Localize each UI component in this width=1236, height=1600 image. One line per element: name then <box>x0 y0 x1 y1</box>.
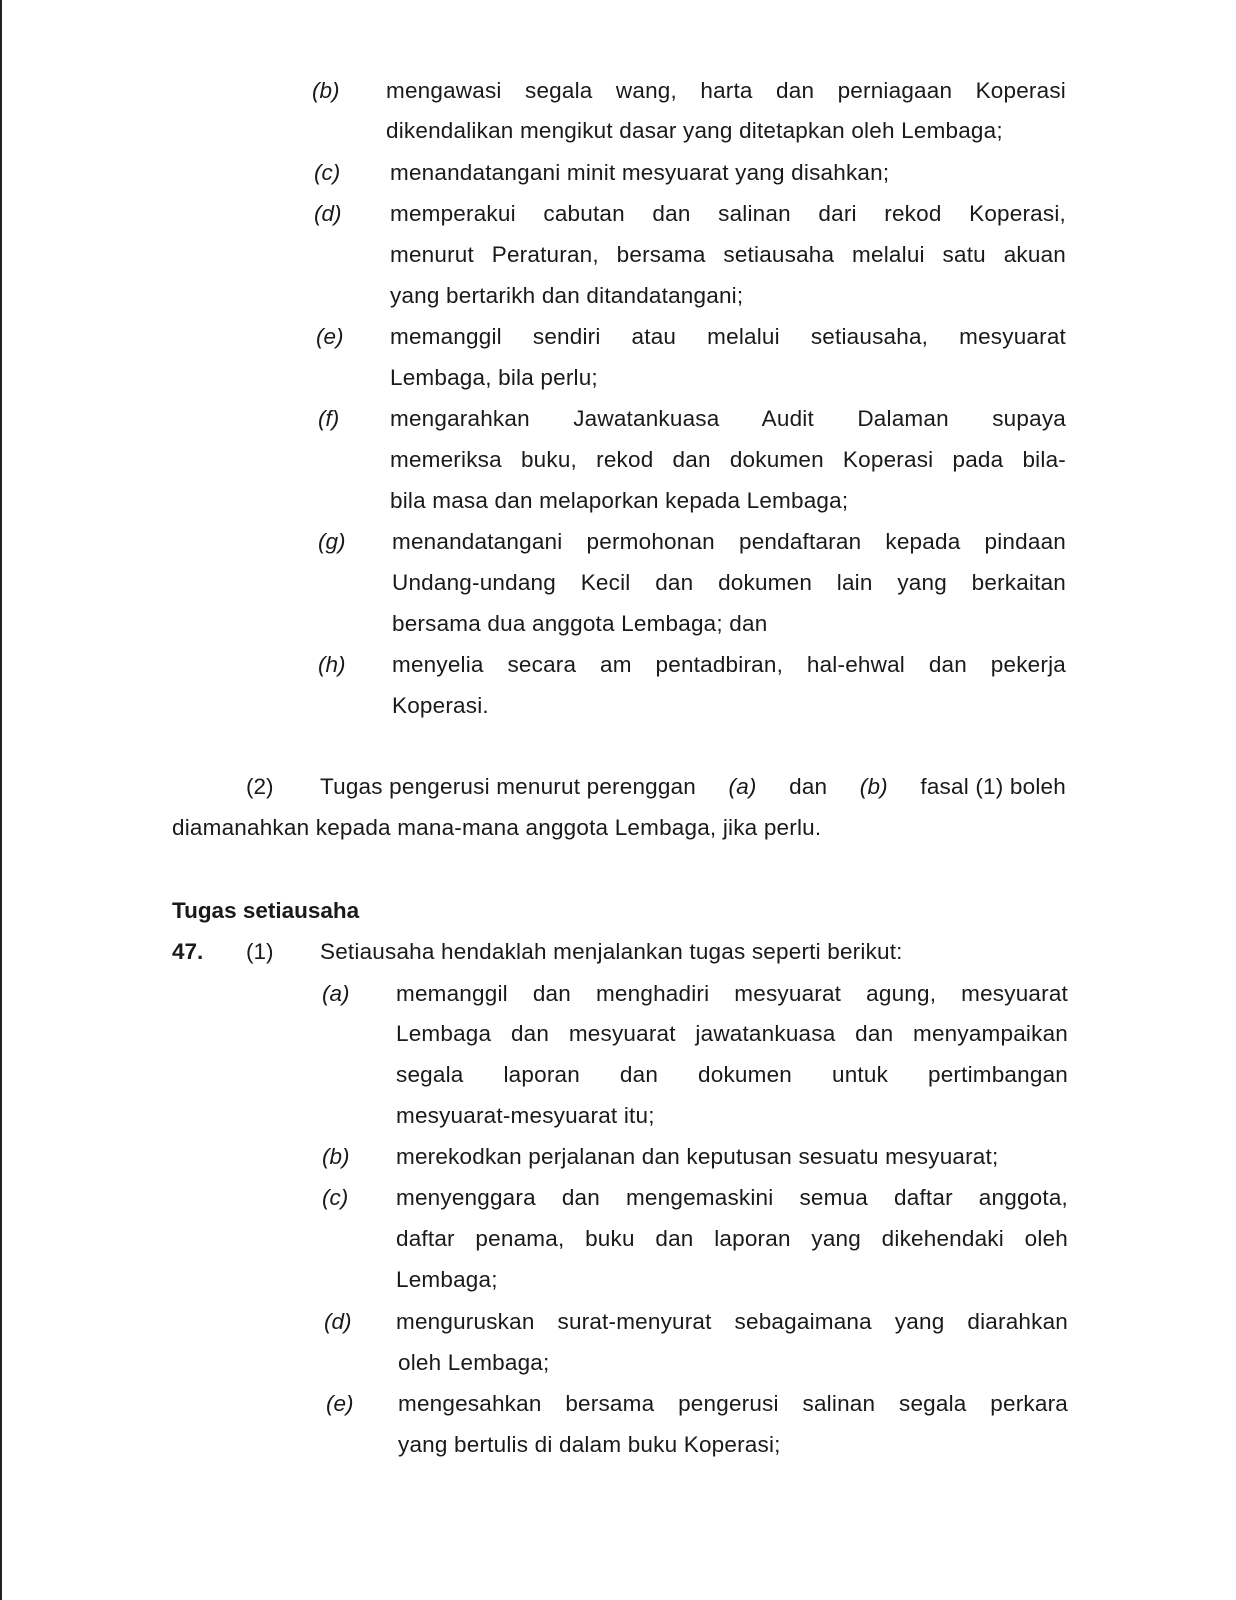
item-text-line: merekodkan perjalanan dan keputusan sesuatu mesyuarat; <box>396 1144 999 1169</box>
clause-text: fasal (1) boleh <box>920 774 1066 799</box>
item-label: (b) <box>322 1144 350 1169</box>
item-text-line: yang bertarikh dan ditandatangani; <box>390 283 744 308</box>
item-label: (c) <box>322 1185 349 1210</box>
item-text-line: menandatangani minit mesyuarat yang disahkan; <box>390 160 890 185</box>
clause-ref: (a) <box>728 774 757 799</box>
section-heading: Tugas setiausaha <box>172 898 360 923</box>
item-text-line: mengarahkan Jawatankuasa Audit Dalaman supaya <box>390 406 1066 431</box>
item-text-line: memanggil dan menghadiri mesyuarat agung, mesyuarat <box>396 981 1068 1006</box>
item-text-line: segala laporan dan dokumen untuk pertimbangan <box>396 1062 1068 1087</box>
item-text-line: menyelia secara am pentadbiran, hal-ehwal dan pekerja <box>392 652 1066 677</box>
item-text-line: Undang-undang Kecil dan dokumen lain yang berkaitan <box>392 570 1066 595</box>
item-text-line: mesyuarat-mesyuarat itu; <box>396 1103 655 1128</box>
item-text-line: memanggil sendiri atau melalui setiausaha, mesyuarat <box>390 324 1066 349</box>
item-text-line: menandatangani permohonan pendaftaran kepada pindaan <box>392 529 1066 554</box>
item-text-line: Koperasi. <box>392 693 489 718</box>
item-text-line: memeriksa buku, rekod dan dokumen Koperasi pada bila- <box>390 447 1066 472</box>
item-label: (a) <box>322 981 350 1006</box>
item-text-line: menyenggara dan mengemaskini semua daftar anggota, <box>396 1185 1068 1210</box>
item-text-line: Lembaga; <box>396 1267 498 1292</box>
item-text-line: dikendalikan mengikut dasar yang ditetapkan oleh Lembaga; <box>386 118 1003 143</box>
item-label: (f) <box>318 406 340 431</box>
item-text-line: bila masa dan melaporkan kepada Lembaga; <box>390 488 849 513</box>
clause-number: (2) <box>246 774 274 799</box>
clause-text: Tugas pengerusi menurut perenggan <box>320 774 697 799</box>
item-label: (h) <box>318 652 346 677</box>
item-text-line: mengesahkan bersama pengerusi salinan segala perkara <box>398 1391 1068 1416</box>
clause-text-line <box>320 773 1066 801</box>
item-text-line: mengawasi segala wang, harta dan perniagaan Koperasi <box>386 78 1066 103</box>
item-label: (e) <box>316 324 344 349</box>
item-text-line: menurut Peraturan, bersama setiausaha melalui satu akuan <box>390 242 1066 267</box>
item-label: (e) <box>326 1391 354 1416</box>
item-label: (d) <box>314 201 342 226</box>
item-text-line: bersama dua anggota Lembaga; dan <box>392 611 768 636</box>
item-label: (g) <box>318 529 346 554</box>
item-text-line: daftar penama, buku dan laporan yang dikehendaki oleh <box>396 1226 1068 1251</box>
item-text-line: Lembaga dan mesyuarat jawatankuasa dan menyampaikan <box>396 1021 1068 1046</box>
item-text-line: memperakui cabutan dan salinan dari rekod Koperasi, <box>390 201 1066 226</box>
section-number: 47. <box>172 939 204 964</box>
item-text-line: menguruskan surat-menyurat sebagaimana yang diarahkan <box>396 1309 1068 1334</box>
item-label: (c) <box>314 160 341 185</box>
section-intro-text: Setiausaha hendaklah menjalankan tugas seperti berikut: <box>320 939 903 964</box>
clause-text-line: diamanahkan kepada mana-mana anggota Lembaga, jika perlu. <box>172 815 822 840</box>
item-text-line: yang bertulis di dalam buku Koperasi; <box>398 1432 781 1457</box>
clause-ref: (b) <box>859 774 888 799</box>
item-label: (b) <box>312 78 340 103</box>
subsection-number: (1) <box>246 939 274 964</box>
item-label: (d) <box>324 1309 352 1334</box>
item-text-line: Lembaga, bila perlu; <box>390 365 598 390</box>
item-text-line: oleh Lembaga; <box>398 1350 550 1375</box>
clause-text: dan <box>789 774 828 799</box>
